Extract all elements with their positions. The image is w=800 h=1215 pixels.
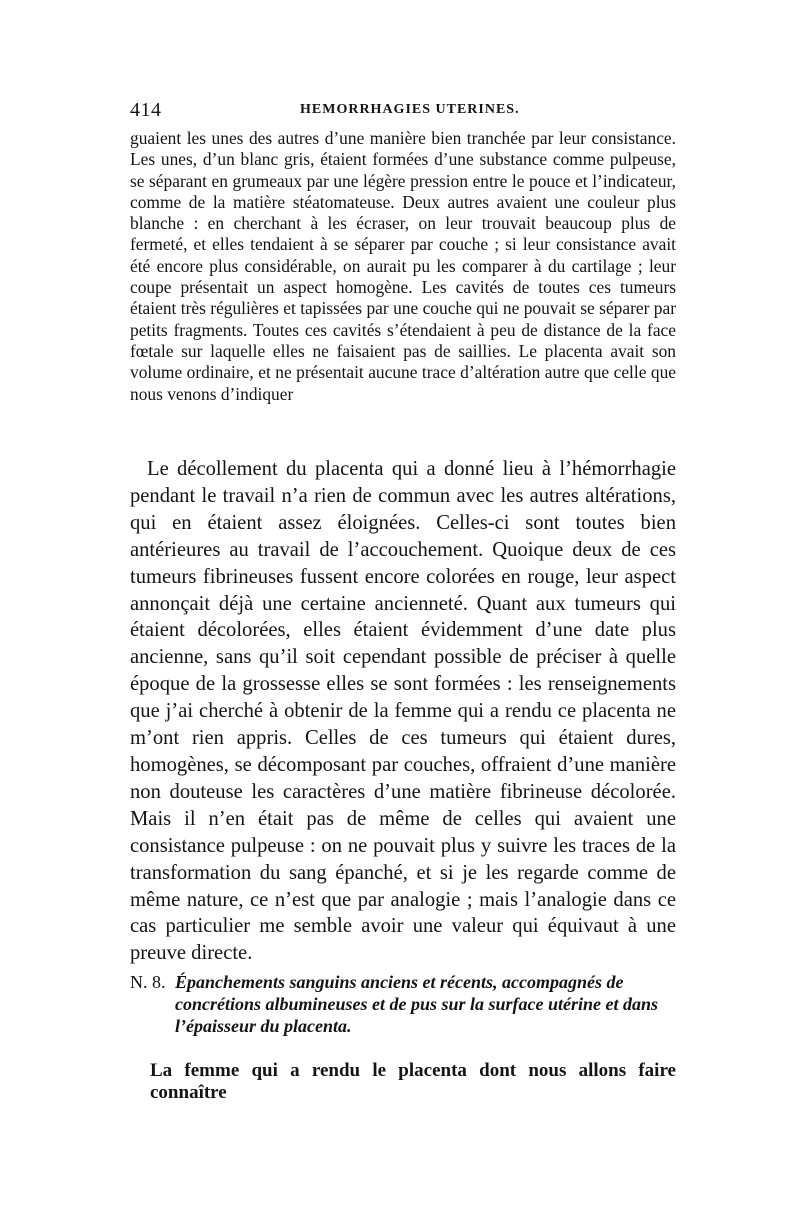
paragraph-continued: guaient les unes des autres d’une manière bien tranchée par leur consistance. Les unes, d’un blanc gris, étaient formées d’une substance comme pulpeuse, se séparant en grumeaux par une légère pression entre le pouce et l’indicateur, comme de la matière stéatomateuse. Deux autres avaient une couleur plus blanche : en cherchant à les écraser, on leur trouvait beaucoup plus de fermeté, et elles tendaient à se séparer par couche ; si leur consistance avait été encore plus considérable, on aurait pu les comparer à du cartilage ; leur coupe présentait un aspect homogène. Les cavités de toutes ces tumeurs étaient très régulières et tapissées par une couche qui ne pouvait se séparer par petits fragments. Toutes ces cavités s’étendaient à peu de distance de la face fœtale sur laquelle elles ne faisaient pas de saillies. Le placenta avait son volume ordinaire, et ne présentait aucune trace d’altération autre que celle que nous venons d’indiquer (130, 128, 676, 404)
case-title-text: Épanchements sanguins anciens et récents, accompagnés de concrétions albumineuses et de pus sur la surface utérine et dans l’épaisseur du placenta. (175, 972, 659, 1036)
case-number: N. 8. (130, 972, 166, 992)
case-title (147, 971, 676, 1037)
page-header (130, 99, 676, 123)
paragraph-case-start: La femme qui a rendu le placenta dont nous allons faire connaître (150, 1060, 676, 1103)
paragraph-discussion: Le décollement du placenta qui a donné lieu à l’hémorrhagie pendant le travail n’a rien de commun avec les autres altérations, qui en étaient assez éloignées. Celles-ci sont toutes bien antérieures au travail de l’accouchement. Quoique deux de ces tumeurs fibrineuses fussent encore colorées en rouge, leur aspect annonçait déjà une certaine ancienneté. Quant aux tumeurs qui étaient décolorées, elles étaient évidemment d’une date plus ancienne, sans qu’il soit cependant possible de préciser à quelle époque de la grossesse elles se sont formées : les renseignements que j’ai cherché à obtenir de la femme qui a rendu ce placenta ne m’ont rien appris. Celles de ces tumeurs qui étaient dures, homogènes, se décomposant par couches, offraient d’une manière non douteuse les caractères d’une matière fibrineuse décolorée. Mais il n’en était pas de même de celles qui avaient une consistance pulpeuse : on ne pouvait plus y suivre les traces de la transformation du sang épanché, et si je les regarde comme de même nature, ce n’est que par analogie ; mais l’analogie dans ce cas particulier me semble avoir une valeur qui équivaut à une preuve directe. (130, 458, 676, 965)
page-number: 414 (130, 99, 162, 121)
running-head: HEMORRHAGIES UTERINES. (300, 102, 520, 117)
case-heading (130, 971, 676, 1037)
